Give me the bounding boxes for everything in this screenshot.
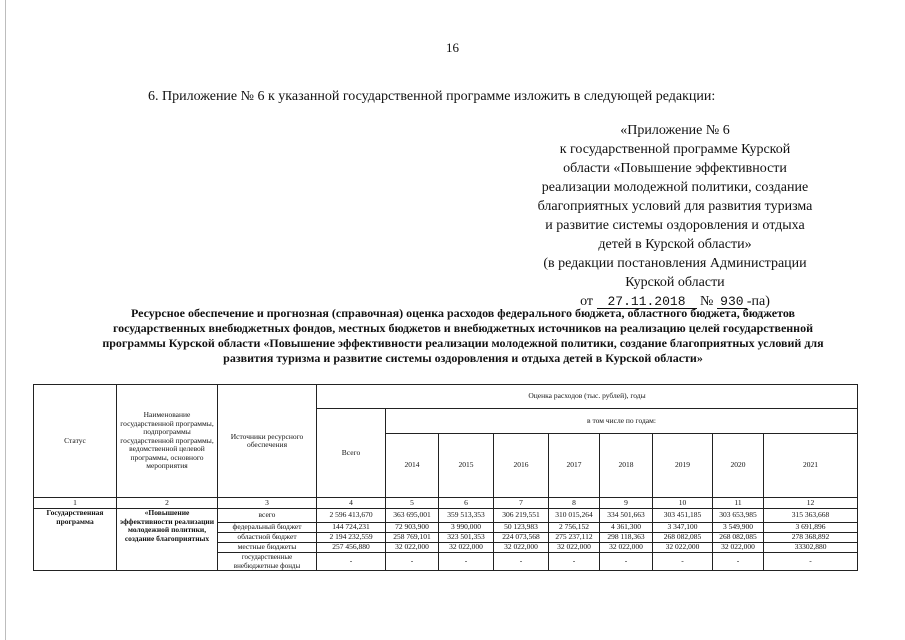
column-number: 9 <box>600 498 653 509</box>
value-cell: 257 456,880 <box>317 543 386 553</box>
column-number: 8 <box>549 498 600 509</box>
date-prefix: от <box>580 294 594 309</box>
value-cell: 303 451,185 <box>653 509 713 523</box>
annex-line: детей в Курской области» <box>598 237 752 252</box>
annex-line: (в редакции постановления Администрации <box>543 256 807 271</box>
source-cell: федеральный бюджет <box>218 523 317 533</box>
value-cell: 3 691,896 <box>764 523 858 533</box>
value-cell: 310 015,264 <box>549 509 600 523</box>
value-cell: 3 990,000 <box>439 523 494 533</box>
value-cell: 32 022,000 <box>549 543 600 553</box>
date-value: 27.11.2018 <box>597 295 697 309</box>
column-number: 6 <box>439 498 494 509</box>
source-cell: государственные внебюджетные фонды <box>218 553 317 571</box>
column-number: 3 <box>218 498 317 509</box>
value-cell: 359 513,353 <box>439 509 494 523</box>
header-year: 2015 <box>439 434 494 498</box>
budget-table <box>33 384 858 571</box>
number-prefix: № <box>700 294 714 309</box>
column-number: 5 <box>386 498 439 509</box>
column-number: 4 <box>317 498 386 509</box>
value-cell: - <box>653 553 713 571</box>
header-source: Источники ресурсного обеспечения <box>218 385 317 498</box>
value-cell: - <box>549 553 600 571</box>
value-cell: - <box>439 553 494 571</box>
header-year: 2017 <box>549 434 600 498</box>
value-cell: 323 501,353 <box>439 533 494 543</box>
header-year: 2021 <box>764 434 858 498</box>
value-cell: 258 769,101 <box>386 533 439 543</box>
value-cell: 224 073,568 <box>494 533 549 543</box>
table-row <box>34 509 858 523</box>
value-cell: 363 695,001 <box>386 509 439 523</box>
column-number: 2 <box>117 498 218 509</box>
header-name: Наименование государственной программы, подпрограммы государственной программы, ведомственной целевой программы, основного мероприятия <box>117 385 218 498</box>
program-name-cell: «Повышение эффективности реализации молодежной политики, создание благоприятных <box>117 509 218 571</box>
header-year: 2016 <box>494 434 549 498</box>
annex-line: реализации молодежной политики, создание <box>541 180 809 195</box>
value-cell: 303 653,985 <box>713 509 764 523</box>
value-cell: 3 347,100 <box>653 523 713 533</box>
value-cell: 32 022,000 <box>439 543 494 553</box>
number-suffix: -па) <box>746 294 770 309</box>
value-cell: 2 596 413,670 <box>317 509 386 523</box>
number-value: 930 <box>717 295 747 309</box>
annex-block <box>520 121 830 311</box>
value-cell: 268 082,085 <box>713 533 764 543</box>
column-number-row <box>34 498 858 509</box>
value-cell: 32 022,000 <box>653 543 713 553</box>
value-cell: 33302,880 <box>764 543 858 553</box>
scan-edge <box>5 0 6 640</box>
column-number: 1 <box>34 498 117 509</box>
value-cell: 275 237,112 <box>549 533 600 543</box>
column-number: 11 <box>713 498 764 509</box>
value-cell: 32 022,000 <box>386 543 439 553</box>
header-year: 2014 <box>386 434 439 498</box>
intro-text: 6. Приложение № 6 к указанной государственной программе изложить в следующей редакции: <box>148 89 716 104</box>
header-estimate: Оценка расходов (тыс. рублей), годы <box>317 385 858 409</box>
table-heading: Ресурсное обеспечение и прогнозная (справочная) оценка расходов федерального бюджета, областного бюджета, бюджетов государственных внебюджетных фондов, местных бюджетов и внебюджетных источников на реализацию целей государственной программы Курской области «Повышение эффективности реализации молодежной политики, создание благоприятных условий для развития туризма и развитие системы оздоровления и отдыха детей в Курской области» <box>102 306 824 365</box>
value-cell: 298 118,363 <box>600 533 653 543</box>
value-cell: 72 903,900 <box>386 523 439 533</box>
header-total: Всего <box>317 409 386 498</box>
column-number: 10 <box>653 498 713 509</box>
header-by-years: в том числе по годам: <box>386 409 858 434</box>
value-cell: 32 022,000 <box>494 543 549 553</box>
value-cell: 315 363,668 <box>764 509 858 523</box>
annex-line: «Приложение № 6 <box>620 123 730 138</box>
column-number: 12 <box>764 498 858 509</box>
header-status: Статус <box>34 385 117 498</box>
header-year: 2018 <box>600 434 653 498</box>
annex-line: области «Повышение эффективности <box>563 161 787 176</box>
header-row <box>34 385 858 409</box>
annex-line: благоприятных условий для развития туризма <box>537 199 813 214</box>
source-cell: всего <box>218 509 317 523</box>
value-cell: 4 361,300 <box>600 523 653 533</box>
value-cell: 144 724,231 <box>317 523 386 533</box>
value-cell: 268 082,085 <box>653 533 713 543</box>
value-cell: 32 022,000 <box>600 543 653 553</box>
source-cell: областной бюджет <box>218 533 317 543</box>
annex-line: и развитие системы оздоровления и отдыха <box>545 218 805 233</box>
value-cell: 2 756,152 <box>549 523 600 533</box>
value-cell: 32 022,000 <box>713 543 764 553</box>
page-number: 16 <box>446 40 459 55</box>
value-cell: - <box>386 553 439 571</box>
value-cell: 50 123,983 <box>494 523 549 533</box>
value-cell: 278 368,892 <box>764 533 858 543</box>
header-year: 2019 <box>653 434 713 498</box>
value-cell: - <box>494 553 549 571</box>
value-cell: - <box>600 553 653 571</box>
status-cell: Государственная программа <box>34 509 117 571</box>
annex-line: к государственной программе Курской <box>559 142 791 157</box>
value-cell: - <box>317 553 386 571</box>
value-cell: - <box>764 553 858 571</box>
value-cell: 2 194 232,559 <box>317 533 386 543</box>
value-cell: 306 219,551 <box>494 509 549 523</box>
value-cell: 334 501,663 <box>600 509 653 523</box>
header-year: 2020 <box>713 434 764 498</box>
column-number: 7 <box>494 498 549 509</box>
value-cell: - <box>713 553 764 571</box>
annex-line: Курской области <box>625 275 725 290</box>
value-cell: 3 549,900 <box>713 523 764 533</box>
source-cell: местные бюджеты <box>218 543 317 553</box>
